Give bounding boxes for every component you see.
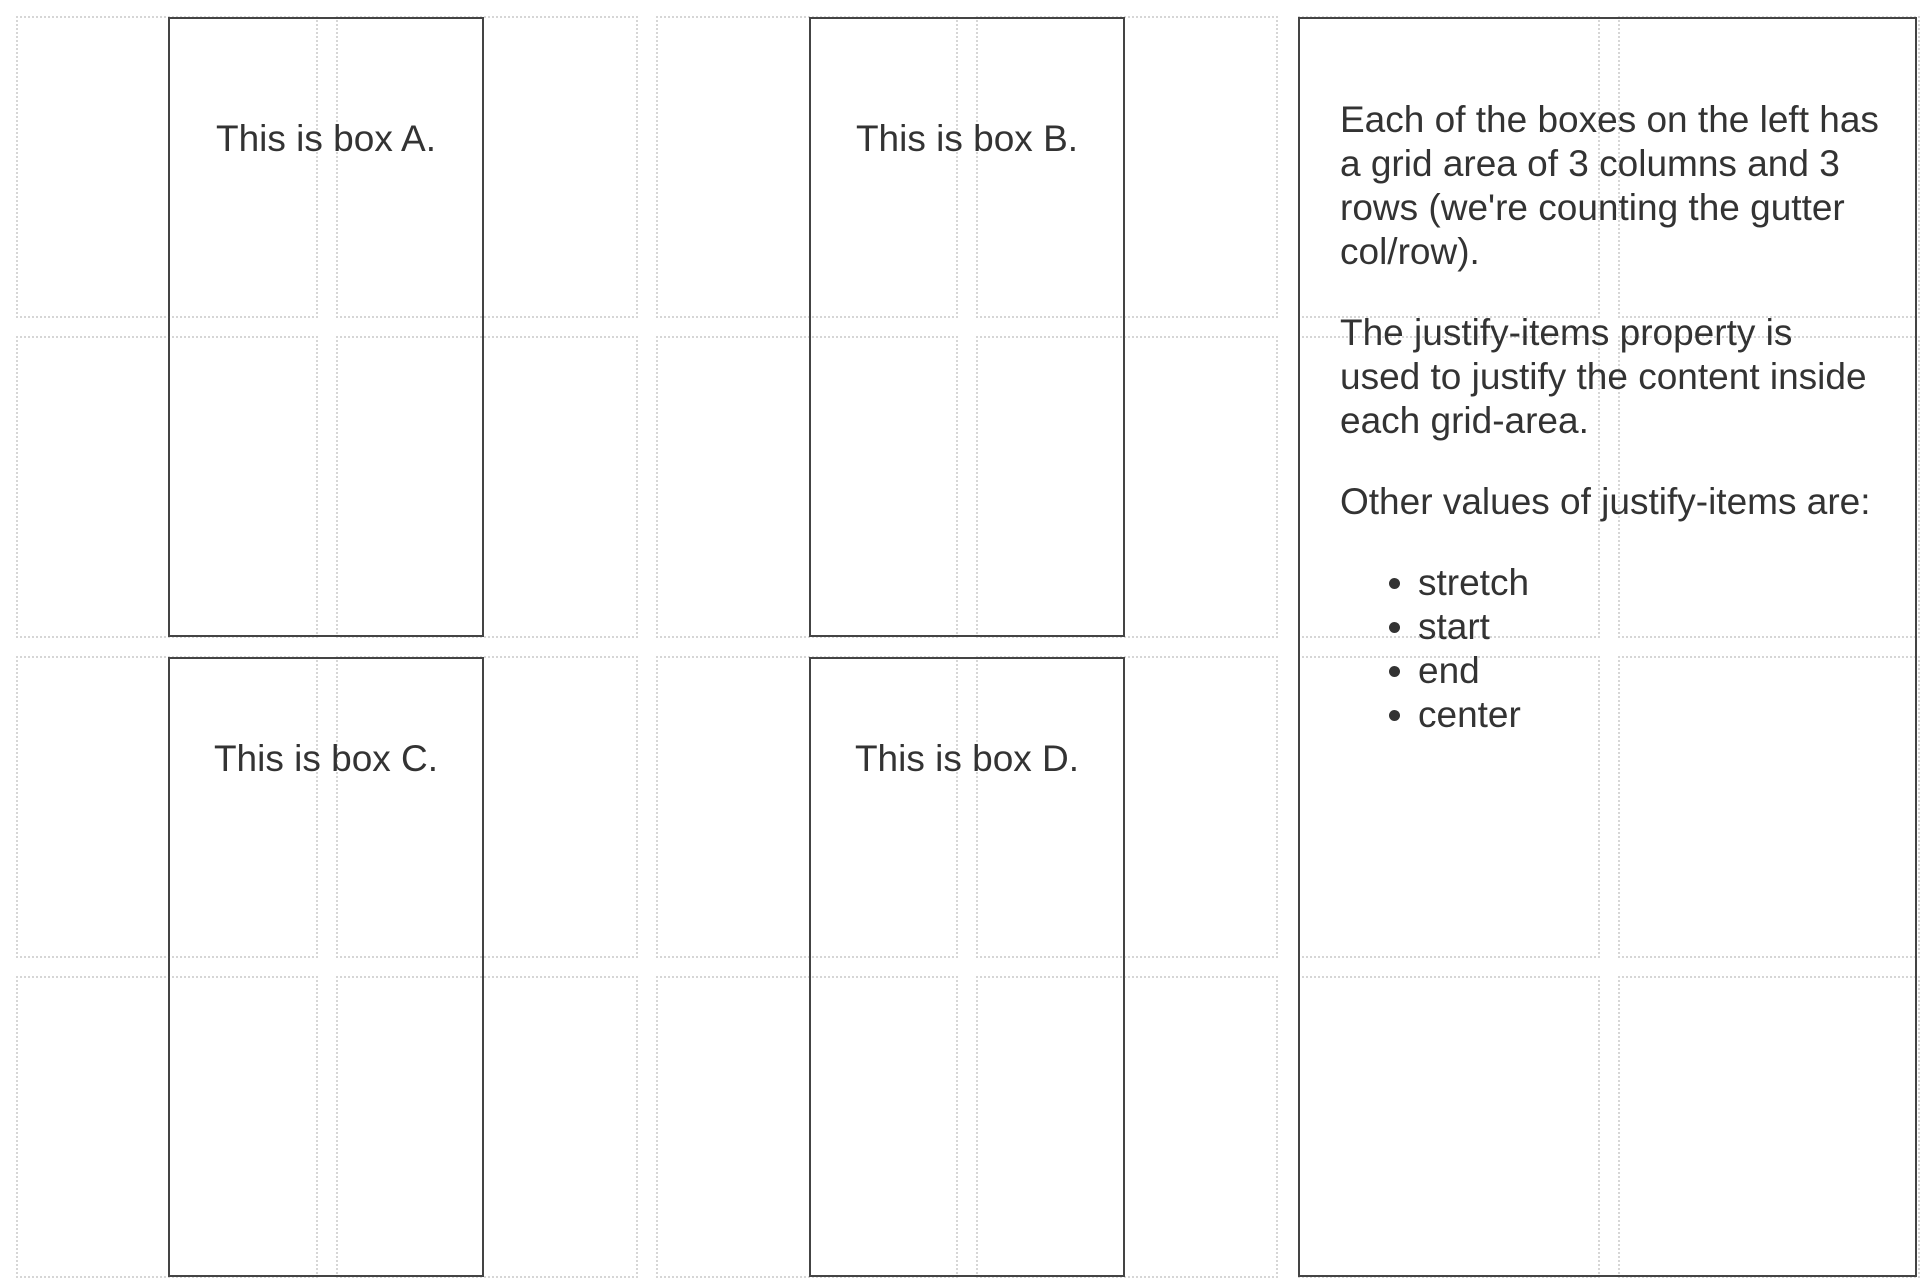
- info-box: [1298, 17, 1917, 1277]
- info-content: [1340, 98, 1880, 737]
- info-paragraph-other-values: Other values of justify-items are:: [1340, 481, 1871, 522]
- list-item: • stretch: [1418, 561, 1880, 605]
- list-item: • end: [1418, 649, 1880, 693]
- box-a: [168, 17, 484, 637]
- info-paragraph-grid-area: Each of the boxes on the left has a grid area of 3 columns and 3 rows (we're counting the gutter col/row).: [1340, 99, 1879, 272]
- box-d-label: This is box D.: [854, 738, 1080, 779]
- box-c-label: This is box C.: [213, 738, 439, 779]
- box-d: [809, 657, 1125, 1277]
- box-a-label: This is box A.: [215, 118, 437, 159]
- box-b-label: This is box B.: [855, 118, 1079, 159]
- box-c: [168, 657, 484, 1277]
- list-item: • start: [1418, 605, 1880, 649]
- justify-items-values-list: [1340, 561, 1880, 737]
- list-item: • center: [1418, 693, 1880, 737]
- box-b: [809, 17, 1125, 637]
- info-paragraph-justify-items: The justify-items property is used to justify the content inside each grid-area.: [1340, 312, 1867, 441]
